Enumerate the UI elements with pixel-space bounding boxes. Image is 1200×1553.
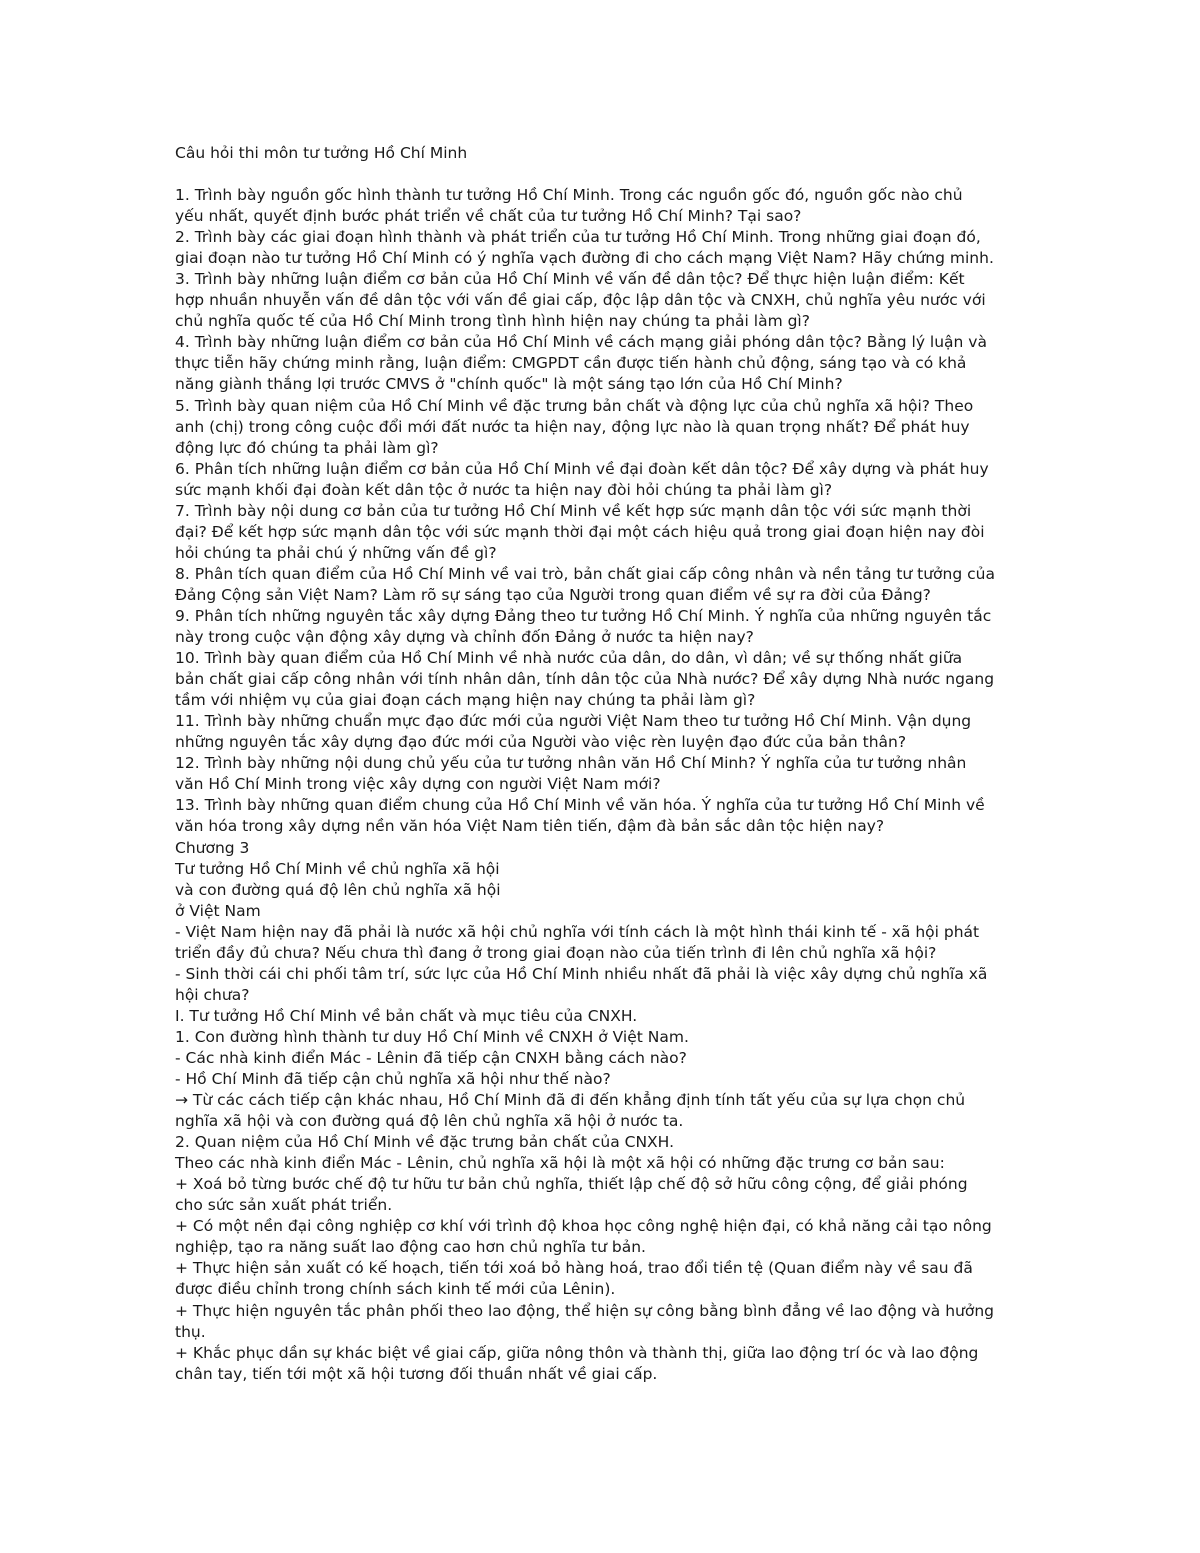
text-line: những nguyên tắc xây dựng đạo đức mới của Người vào việc rèn luyện đạo đức của bản thân? [175, 733, 907, 752]
text-line: và con đường quá độ lên chủ nghĩa xã hội [175, 880, 501, 899]
paragraph [175, 185, 1035, 227]
text-line: 10. Trình bày quan điểm của Hồ Chí Minh về nhà nước của dân, do dân, vì dân; về sự thống nhất giữa [175, 649, 963, 668]
text-line: nghiệp, tạo ra năng suất lao động cao hơn chủ nghĩa tư bản. [175, 1238, 646, 1257]
text-line: I. Tư tưởng Hồ Chí Minh về bản chất và mục tiêu của CNXH. [175, 1006, 638, 1025]
text-line: chân tay, tiến tới một xã hội tương đối thuần nhất về giai cấp. [175, 1364, 658, 1383]
paragraph [175, 922, 1035, 964]
text-line: 7. Trình bày nội dung cơ bản của tư tưởng Hồ Chí Minh về kết hợp sức mạnh dân tộc với sức mạnh thời [175, 501, 972, 520]
text-line: bản chất giai cấp công nhân với tính nhân dân, tính dân tộc của Nhà nước? Để xây dựng Nhà nước ngang [175, 670, 995, 689]
paragraph [175, 269, 1035, 332]
paragraph [175, 1258, 1035, 1300]
text-line: Chương 3 [175, 838, 250, 857]
paragraph [175, 795, 1035, 837]
text-line: tầm với nhiệm vụ của giai đoạn cách mạng hiện nay chúng ta phải làm gì? [175, 691, 756, 710]
text-line: sức mạnh khối đại đoàn kết dân tộc ở nước ta hiện nay đòi hỏi chúng ta phải làm gì? [175, 480, 833, 499]
paragraph [175, 1301, 1035, 1343]
text-line: này trong cuộc vận động xây dựng và chỉnh đốn Đảng ở nước ta hiện nay? [175, 628, 754, 647]
paragraph [175, 1048, 1035, 1069]
text-line: 12. Trình bày những nội dung chủ yếu của tư tưởng nhân văn Hồ Chí Minh? Ý nghĩa của tư tưởng nhân [175, 754, 967, 773]
text-line: 1. Con đường hình thành tư duy Hồ Chí Minh về CNXH ở Việt Nam. [175, 1027, 689, 1046]
paragraph [175, 648, 1035, 711]
text-line: triển đầy đủ chưa? Nếu chưa thì đang ở trong giai đoạn nào của tiến trình đi lên chủ nghĩa xã hội? [175, 943, 937, 962]
paragraph [175, 1027, 1035, 1048]
paragraph [175, 606, 1035, 648]
text-line: Theo các nhà kinh điển Mác - Lênin, chủ nghĩa xã hội là một xã hội có những đặc trưng cơ bản sau: [175, 1154, 945, 1173]
text-line: + Xoá bỏ từng bước chế độ tư hữu tư bản chủ nghĩa, thiết lập chế độ sở hữu công cộng, để giải phóng [175, 1175, 968, 1194]
paragraph [175, 501, 1035, 564]
text-line: văn hóa trong xây dựng nền văn hóa Việt Nam tiên tiến, đậm đà bản sắc dân tộc hiện nay? [175, 817, 885, 836]
text-line: hỏi chúng ta phải chú ý những vấn đề gì? [175, 543, 497, 562]
text-line: 8. Phân tích quan điểm của Hồ Chí Minh về vai trò, bản chất giai cấp công nhân và nền tảng tư tưởng của [175, 564, 995, 583]
paragraph [175, 880, 1035, 901]
text-line: 5. Trình bày quan niệm của Hồ Chí Minh về đặc trưng bản chất và động lực của chủ nghĩa xã hội? Theo [175, 396, 974, 415]
paragraph [175, 901, 1035, 922]
paragraph [175, 1006, 1035, 1027]
paragraph [175, 964, 1035, 1006]
paragraph [175, 1132, 1035, 1153]
text-line: 4. Trình bày những luận điểm cơ bản của Hồ Chí Minh về cách mạng giải phóng dân tộc? Bằng lý luận và [175, 333, 987, 352]
text-line: 6. Phân tích những luận điểm cơ bản của Hồ Chí Minh về đại đoàn kết dân tộc? Để xây dựng và phát huy [175, 459, 989, 478]
paragraph [175, 332, 1035, 395]
paragraph [175, 1090, 1035, 1132]
paragraph [175, 753, 1035, 795]
text-line: giai đoạn nào tư tưởng Hồ Chí Minh có ý nghĩa vạch đường đi cho cách mạng Việt Nam? Hãy chứng minh. [175, 249, 994, 268]
text-line: - Hồ Chí Minh đã tiếp cận chủ nghĩa xã hội như thế nào? [175, 1070, 611, 1089]
text-line: động lực đó chúng ta phải làm gì? [175, 438, 439, 457]
text-line: - Việt Nam hiện nay đã phải là nước xã hội chủ nghĩa với tính cách là một hình thái kinh tế - xã hội phát [175, 922, 980, 941]
text-line: + Thực hiện sản xuất có kế hoạch, tiến tới xoá bỏ hàng hoá, trao đổi tiền tệ (Quan điểm này về sau đã [175, 1259, 973, 1278]
text-line: năng giành thắng lợi trước CMVS ở "chính quốc" là một sáng tạo lớn của Hồ Chí Minh? [175, 375, 843, 394]
paragraph [175, 838, 1035, 859]
text-line: được điều chỉnh trong chính sách kinh tế mới của Lênin). [175, 1280, 616, 1299]
text-line: 9. Phân tích những nguyên tắc xây dựng Đảng theo tư tưởng Hồ Chí Minh. Ý nghĩa của những nguyên tắc [175, 606, 992, 625]
text-line: hội chưa? [175, 985, 250, 1004]
text-line: đại? Để kết hợp sức mạnh dân tộc với sức mạnh thời đại một cách hiệu quả trong giai đoạn hiện nay đòi [175, 522, 985, 541]
text-line: 11. Trình bày những chuẩn mực đạo đức mới của người Việt Nam theo tư tưởng Hồ Chí Minh. Vận dụng [175, 712, 972, 731]
text-line: 13. Trình bày những quan điểm chung của Hồ Chí Minh về văn hóa. Ý nghĩa của tư tưởng Hồ Chí Minh về [175, 796, 985, 815]
paragraph [175, 564, 1035, 606]
paragraph [175, 711, 1035, 753]
text-line: chủ nghĩa quốc tế của Hồ Chí Minh trong tình hình hiện nay chúng ta phải làm gì? [175, 312, 810, 331]
text-line: 2. Quan niệm của Hồ Chí Minh về đặc trưng bản chất của CNXH. [175, 1133, 674, 1152]
text-line: ở Việt Nam [175, 901, 261, 920]
paragraph [175, 1069, 1035, 1090]
paragraph [175, 1153, 1035, 1174]
text-line: anh (chị) trong công cuộc đổi mới đất nước ta hiện nay, động lực nào là quan trọng nhất? Để phát huy [175, 417, 970, 436]
text-line: + Khắc phục dần sự khác biệt về giai cấp, giữa nông thôn và thành thị, giữa lao động trí óc và lao động [175, 1343, 979, 1362]
text-line: thụ. [175, 1322, 206, 1341]
text-line: 2. Trình bày các giai đoạn hình thành và phát triển của tư tưởng Hồ Chí Minh. Trong những giai đoạn đó, [175, 228, 981, 247]
text-line: - Các nhà kinh điển Mác - Lênin đã tiếp cận CNXH bằng cách nào? [175, 1048, 687, 1067]
document-body [175, 143, 1035, 1385]
text-line: 1. Trình bày nguồn gốc hình thành tư tưởng Hồ Chí Minh. Trong các nguồn gốc đó, nguồn gốc nào chủ [175, 186, 963, 205]
text-line: hợp nhuần nhuyễn vấn đề dân tộc với vấn đề giai cấp, độc lập dân tộc và CNXH, chủ nghĩa yêu nước với [175, 291, 986, 310]
text-line: thực tiễn hãy chứng minh rằng, luận điểm: CMGPDT cần được tiến hành chủ động, sáng tạo và có khả [175, 354, 967, 373]
text-line: + Có một nền đại công nghiệp cơ khí với trình độ khoa học công nghệ hiện đại, có khả năng cải tạo nông [175, 1217, 992, 1236]
paragraph [175, 1343, 1035, 1385]
paragraph [175, 227, 1035, 269]
paragraph [175, 1174, 1035, 1216]
text-line: - Sinh thời cái chi phối tâm trí, sức lực của Hồ Chí Minh nhiều nhất đã phải là việc xây dựng chủ nghĩa xã [175, 964, 988, 983]
paragraph [175, 1216, 1035, 1258]
paragraph [175, 459, 1035, 501]
paragraph [175, 859, 1035, 880]
text-line: + Thực hiện nguyên tắc phân phối theo lao động, thể hiện sự công bằng bình đẳng về lao động và hưởng [175, 1301, 994, 1320]
text-line: 3. Trình bày những luận điểm cơ bản của Hồ Chí Minh về vấn đề dân tộc? Để thực hiện luận điểm: Kết [175, 270, 965, 289]
paragraph-list [175, 185, 1035, 1385]
document-title: Câu hỏi thi môn tư tưởng Hồ Chí Minh [175, 144, 468, 162]
text-line: yếu nhất, quyết định bước phát triển về chất của tư tưởng Hồ Chí Minh? Tại sao? [175, 207, 802, 226]
paragraph [175, 396, 1035, 459]
text-line: → Từ các cách tiếp cận khác nhau, Hồ Chí Minh đã đi đến khẳng định tính tất yếu của sự lựa chọn chủ [175, 1091, 966, 1110]
text-line: văn Hồ Chí Minh trong việc xây dựng con người Việt Nam mới? [175, 775, 661, 794]
text-line: cho sức sản xuất phát triển. [175, 1196, 393, 1215]
text-line: nghĩa xã hội và con đường quá độ lên chủ nghĩa xã hội ở nước ta. [175, 1112, 684, 1131]
text-line: Đảng Cộng sản Việt Nam? Làm rõ sự sáng tạo của Người trong quan điểm về sự ra đời của Đảng? [175, 585, 931, 604]
text-line: Tư tưởng Hồ Chí Minh về chủ nghĩa xã hội [175, 859, 500, 878]
